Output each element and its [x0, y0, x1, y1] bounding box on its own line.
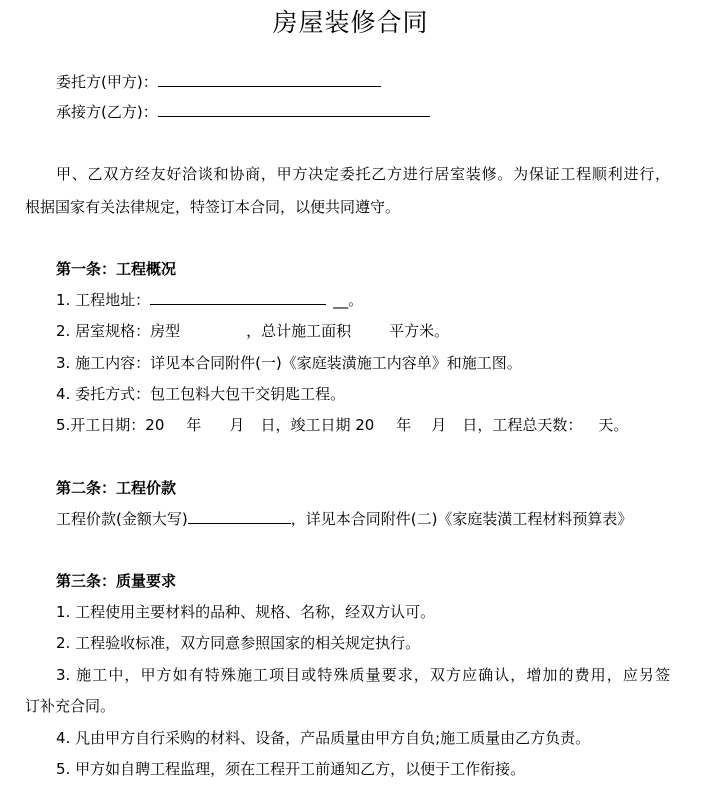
- article-3-item-3-line-2: 订补充合同。: [25, 697, 116, 715]
- article-3-item-4: 4. 凡由甲方自行采购的材料、设备，产品质量由甲方自负;施工质量由乙方负责。: [56, 729, 591, 747]
- completion-date-label: 日，竣工日期 20: [260, 416, 375, 434]
- total-days-unit: 天。: [598, 416, 629, 434]
- price-tail: ，详见本合同附件(二)《家庭装潢工程材料预算表》: [290, 510, 633, 528]
- contractor-party-label: 承接方(乙方)：: [56, 103, 158, 121]
- completion-year-label: 年: [396, 416, 412, 434]
- completion-month-label: 月: [431, 416, 447, 434]
- client-party-label: 委托方(甲方)：: [56, 73, 158, 91]
- intro-line-2: 根据国家有关法律规定，特签订本合同，以便共同遵守。: [25, 198, 401, 216]
- article-3-item-5: 5. 甲方如自聘工程监理，须在工程开工前通知乙方，以便于工作衔接。: [56, 760, 526, 778]
- intro-line-1: 甲、乙双方经友好洽谈和协商，甲方决定委托乙方进行居室装修。为保证工程顺利进行，: [56, 165, 670, 183]
- article-3-item-3-line-1: 3. 施工中，甲方如有特殊施工项目或特殊质量要求，双方应确认，增加的费用，应另签: [56, 666, 670, 684]
- start-year-label: 年: [186, 416, 202, 434]
- article-2-heading: 第二条：工程价款: [56, 479, 177, 497]
- price-label: 工程价款(金额大写): [56, 510, 188, 528]
- article-3-item-2: 2. 工程验收标准，双方同意参照国家的相关规定执行。: [56, 634, 421, 652]
- room-spec-label: 2. 居室规格：房型: [56, 322, 181, 340]
- article-2-price-line: [56, 508, 632, 530]
- area-unit: 平方米。: [389, 322, 450, 340]
- price-blank[interactable]: [188, 508, 291, 524]
- contractor-party-blank[interactable]: [158, 101, 430, 117]
- address-blank[interactable]: [150, 289, 326, 305]
- document-title: 房屋装修合同: [272, 8, 429, 37]
- article-1-item-5: [56, 414, 628, 436]
- client-party-line: [56, 71, 381, 93]
- total-days-label: 日，工程总天数：: [462, 416, 583, 434]
- address-label: 1. 工程地址：: [56, 291, 151, 309]
- article-1-item-4: 4. 委托方式：包工包料大包干交钥匙工程。: [56, 385, 346, 403]
- article-1-item-3: 3. 施工内容：详见本合同附件(一)《家庭装潢施工内容单》和施工图。: [56, 354, 522, 372]
- article-3-item-1: 1. 工程使用主要材料的品种、规格、名称，经双方认可。: [56, 603, 436, 621]
- address-tail: __。: [333, 291, 364, 309]
- article-1-item-2: [56, 320, 449, 342]
- article-1-item-1: [56, 289, 363, 311]
- start-date-label: 5.开工日期：20: [56, 416, 165, 434]
- article-1-heading: 第一条：工程概况: [56, 260, 177, 278]
- article-3-heading: 第三条：质量要求: [56, 572, 177, 590]
- contractor-party-line: [56, 101, 430, 123]
- area-label: ，总计施工面积: [246, 322, 352, 340]
- client-party-blank[interactable]: [158, 71, 381, 87]
- start-month-label: 月: [229, 416, 245, 434]
